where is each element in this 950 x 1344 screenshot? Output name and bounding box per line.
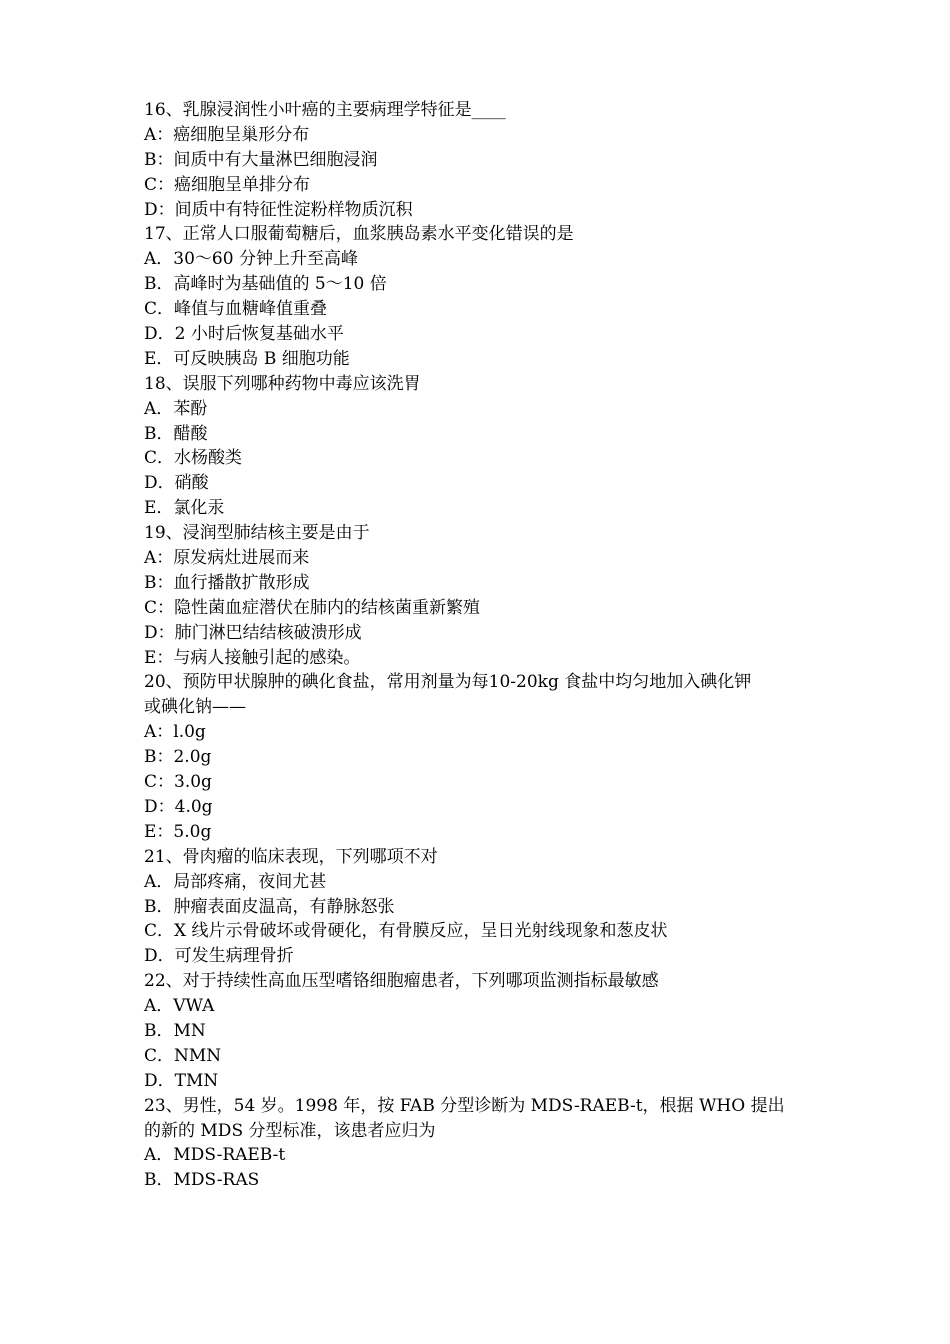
text-line: E．氯化汞 [144,498,225,519]
text-line: D．2 小时后恢复基础水平 [144,324,344,345]
text-line: A：癌细胞呈巢形分布 [144,124,310,145]
text-line: 17、正常人口服葡萄糖后，血浆胰岛素水平变化错误的是 [144,224,574,245]
text-line: E：与病人接触引起的感染。 [144,647,361,668]
text-line: 20、预防甲状腺肿的碘化食盐，常用剂量为每10-20kg 食盐中均匀地加入碘化钾 [144,672,752,693]
text-line: 19、浸润型肺结核主要是由于 [144,523,370,544]
text-line: B．MN [144,1020,206,1041]
text-line: B．MDS-RAS [144,1170,260,1191]
text-line: 或碘化钠—— [144,697,246,718]
text-line: C．X 线片示骨破坏或骨硬化，有骨膜反应，呈日光射线现象和葱皮状 [144,921,668,942]
text-line: B．醋酸 [144,423,208,444]
text-line: E：5.0g [144,821,212,842]
text-line: D．可发生病理骨折 [144,946,294,967]
text-line: D：间质中有特征性淀粉样物质沉积 [144,199,413,220]
text-line: C．水杨酸类 [144,448,243,469]
text-line: A．VWA [144,996,215,1017]
text-line: B：间质中有大量淋巴细胞浸润 [144,149,378,170]
text-line: 的新的 MDS 分型标准，该患者应归为 [144,1120,436,1141]
text-line: 16、乳腺浸润性小叶癌的主要病理学特征是____ [144,100,506,120]
text-line: A．MDS-RAEB-t [144,1145,286,1166]
text-line: C：癌细胞呈单排分布 [144,174,311,195]
text-line: C：隐性菌血症潜伏在肺内的结核菌重新繁殖 [144,597,481,618]
text-line: B．肿瘤表面皮温高，有静脉怒张 [144,896,395,917]
text-line: B：血行播散扩散形成 [144,572,310,593]
text-line: D：4.0g [144,796,213,817]
text-line: 21、骨肉瘤的临床表现，下列哪项不对 [144,846,438,867]
text-line: A：原发病灶进展而来 [144,548,310,569]
text-line: E．可反映胰岛 B 细胞功能 [144,348,350,369]
text-line: A：l.0g [144,722,206,743]
text-line: A．局部疼痛，夜间尤甚 [144,871,327,892]
text-line: D．TMN [144,1070,219,1091]
text-line: D：肺门淋巴结结核破溃形成 [144,622,362,643]
text-line: A．30～60 分钟上升至高峰 [144,249,358,270]
text-line: B．高峰时为基础值的 5～10 倍 [144,274,387,295]
text-line: D．硝酸 [144,473,209,494]
text-line: 23、男性，54 岁。1998 年，按 FAB 分型诊断为 MDS-RAEB-t，根据 WHO 提出 [144,1095,785,1116]
text-line: C：3.0g [144,772,212,793]
text-line: A．苯酚 [144,398,208,419]
text-line: B：2.0g [144,747,212,768]
document-body [144,98,814,1193]
text-line: 18、误服下列哪种药物中毒应该洗胃 [144,373,421,394]
text-line: C．峰值与血糖峰值重叠 [144,299,328,320]
text-line: C．NMN [144,1045,222,1066]
text-line: 22、对于持续性高血压型嗜铬细胞瘤患者，下列哪项监测指标最敏感 [144,971,659,992]
